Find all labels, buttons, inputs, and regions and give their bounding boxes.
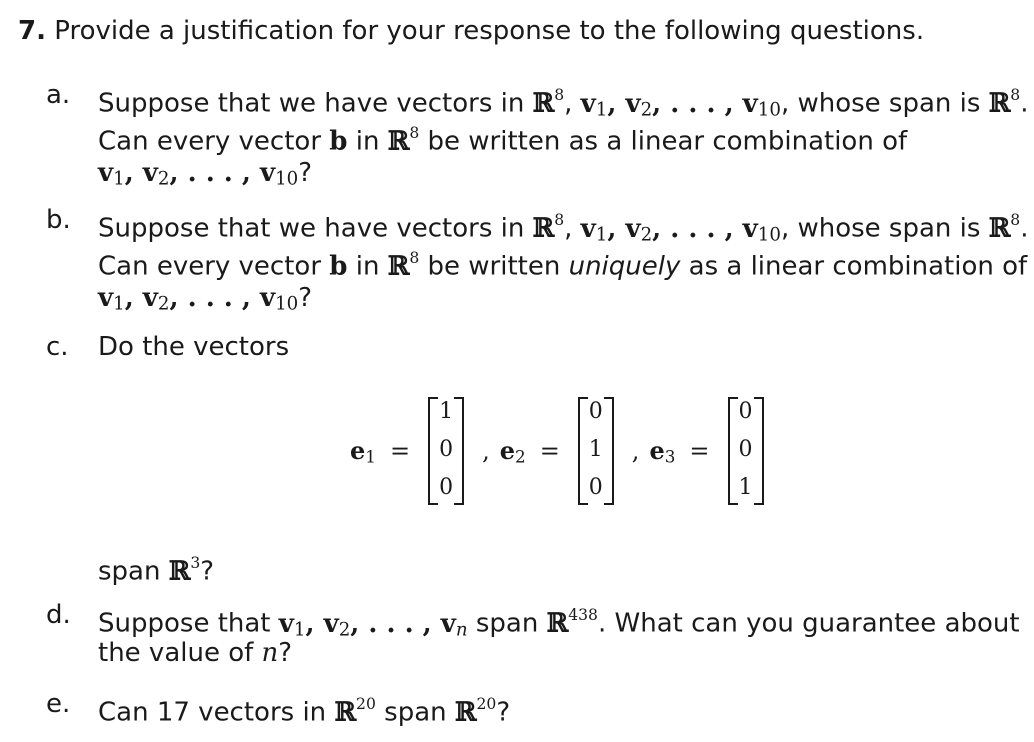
basis-vectors-equation: e1 = 1 0 0 , e2 = 0 1 0 , e3 = 0 0 1	[350, 395, 768, 507]
vector-e2-name: e2	[499, 435, 526, 467]
vector-e3-name: e3	[649, 435, 676, 467]
item-a-letter: a.	[46, 80, 71, 110]
item-e-letter: e.	[46, 689, 71, 719]
matrix-entry: 1	[738, 475, 753, 500]
matrix-entry: 0	[588, 475, 603, 500]
matrix-entry: 0	[588, 399, 603, 424]
item-e-line1: Can 17 vectors in ℝ$^{20}$ span ℝ$^{20}$?	[98, 695, 511, 728]
item-b-line3: $v_1$, $v_2$, . . . , $v_{10}$?	[98, 283, 313, 315]
item-d-letter: d.	[46, 600, 71, 630]
vector-e1-matrix	[428, 397, 464, 505]
item-a-line1: Suppose that we have vectors in ℝ$^8$, $v_1$, $v_2$, . . . , $v_{10}$, whose span is ℝ$^8$.	[98, 86, 1029, 121]
item-d-line1: Suppose that $v_1$, $v_2$, . . . , $v_n$ span ℝ$^{438}$. What can you guarantee about	[98, 606, 1020, 641]
vector-e3-matrix	[728, 397, 764, 505]
item-c-line2: span ℝ$^3$?	[98, 554, 215, 587]
matrix-entry: 1	[588, 437, 603, 462]
item-b-letter: b.	[46, 205, 71, 235]
vector-e1-name: e1	[350, 435, 376, 467]
item-c-line1: Do the vectors	[98, 332, 290, 362]
item-b-line2: Can every vector b in ℝ$^8$ be written uniquely as a linear combination of	[98, 249, 1028, 282]
question-heading	[18, 14, 924, 48]
item-a-line2: Can every vector b in ℝ$^8$ be written as a linear combination of	[98, 124, 908, 157]
question-text: Provide a justification for your response to the following questions.	[54, 16, 925, 46]
matrix-entry: 0	[439, 437, 454, 462]
item-a-line3: $v_1$, $v_2$, . . . , $v_{10}$?	[98, 158, 313, 190]
matrix-entry: 0	[439, 475, 454, 500]
question-number: 7.	[18, 16, 46, 46]
matrix-entry: 0	[738, 399, 753, 424]
vector-e2-matrix	[578, 397, 614, 505]
matrix-entry: 1	[439, 399, 454, 424]
item-b-line1: Suppose that we have vectors in ℝ$^8$, $v_1$, $v_2$, . . . , $v_{10}$, whose span is ℝ$^8$.	[98, 211, 1029, 246]
item-d-line2: the value of n?	[98, 638, 293, 668]
matrix-entry: 0	[738, 437, 753, 462]
item-c-letter: c.	[46, 332, 69, 362]
